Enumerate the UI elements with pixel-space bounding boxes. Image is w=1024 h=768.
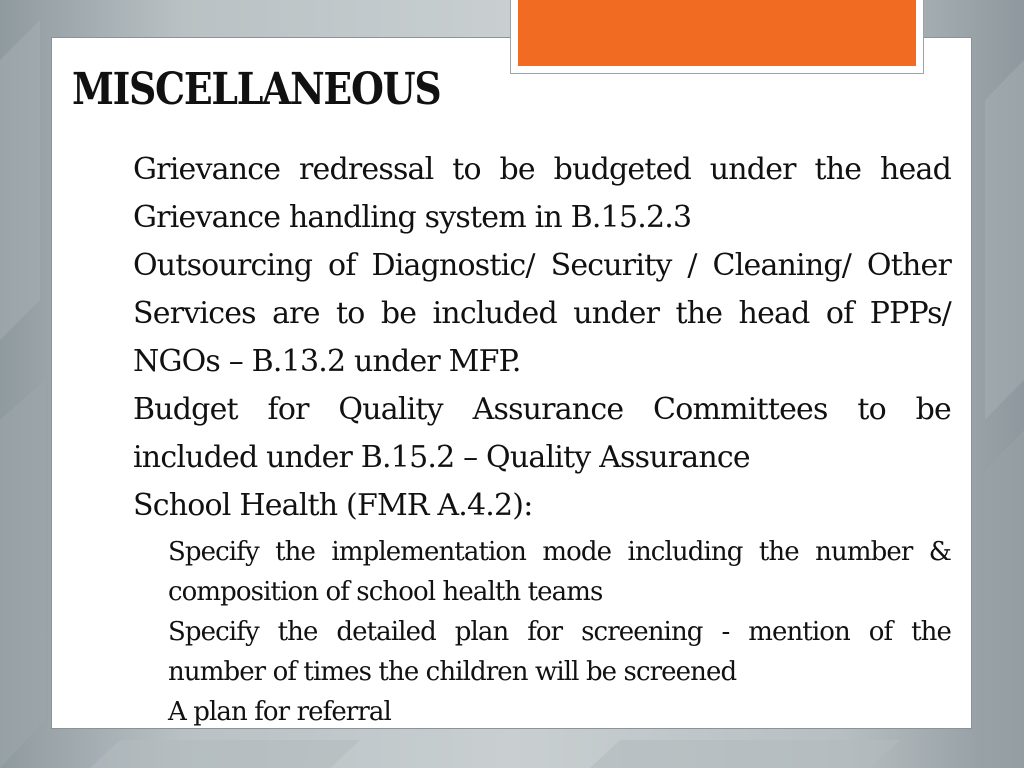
sub-bullet-screening-plan: Specify the detailed plan for screening - mention of the number of times the children will be screened (168, 617, 951, 687)
bullet-school-health: School Health (FMR A.4.2): (133, 488, 533, 523)
bullet-outsourcing-services: Outsourcing of Diagnostic/ Security / Cleaning/ Other Services are to be included under the head of PPPs/ NGOs – B.13.2 under MFP. (133, 248, 951, 379)
sub-bullet-referral-plan: A plan for referral (168, 697, 391, 727)
sub-bullet-implementation-mode: Specify the implementation mode including the number & composition of school health teams (168, 537, 951, 607)
bullet-quality-assurance-budget: Budget for Quality Assurance Committees to be included under B.15.2 – Quality Assurance (133, 392, 951, 475)
slide-body (133, 146, 951, 732)
slide-title: MISCELLANEOUS (72, 64, 441, 115)
accent-bar (518, 0, 916, 66)
bullet-grievance-redressal: Grievance redressal to be budgeted under the head Grievance handling system in B.15.2.3 (133, 152, 951, 235)
